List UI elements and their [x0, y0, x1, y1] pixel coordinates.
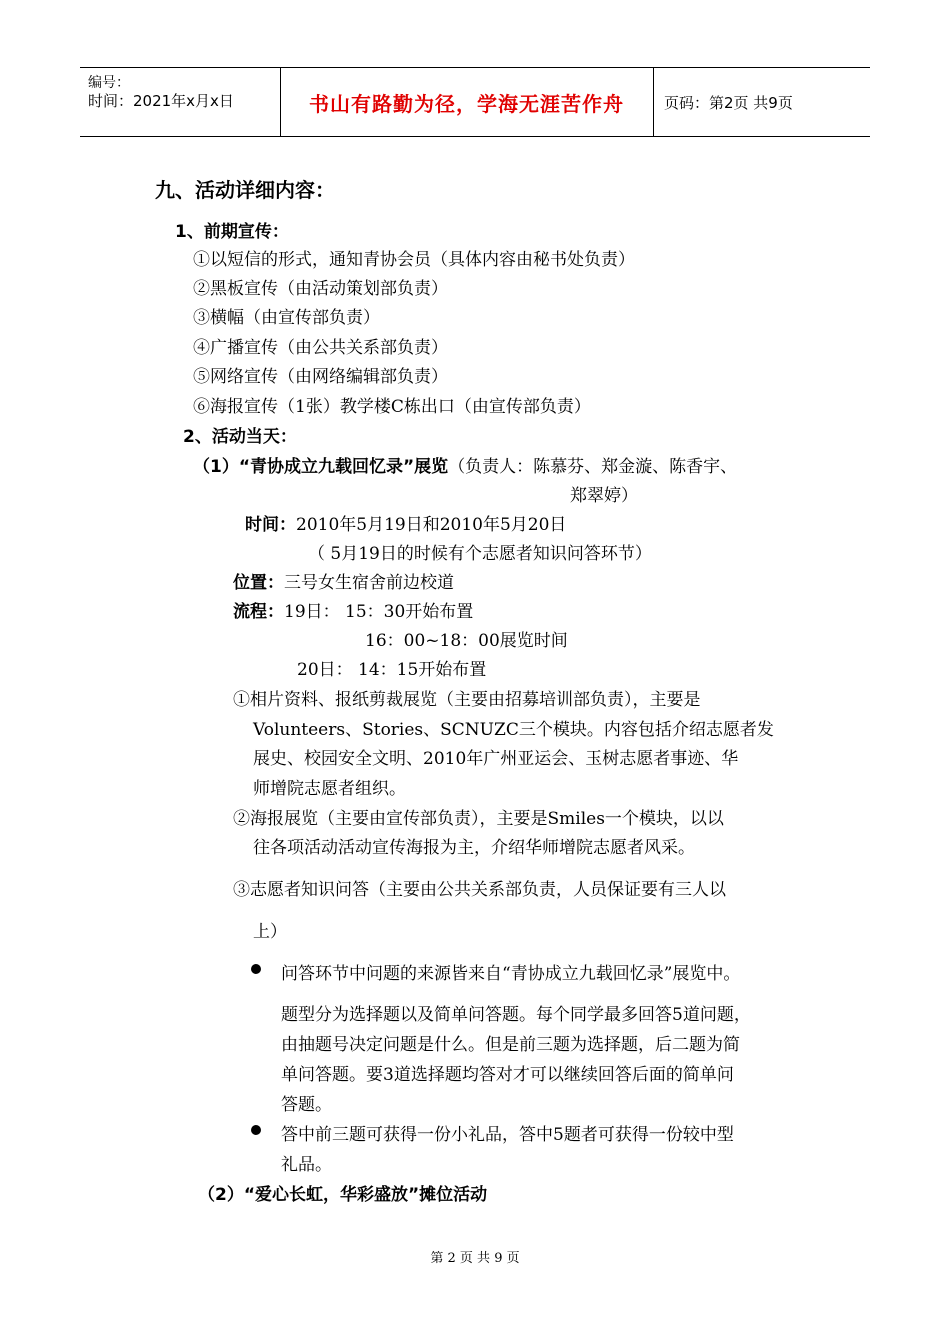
flow-day-19: 19日： 15：30开始布置 [284, 602, 474, 622]
time-label: 时间：2021年x月x日 [88, 92, 234, 110]
place-value: 三号女生宿舍前边校道 [284, 573, 454, 593]
bullet1-line-2: 题型分为选择题以及简单问答题。每个同学最多回答5道问题， [281, 1005, 751, 1025]
flow-exhibit-time: 16：00~18：00展览时间 [365, 631, 568, 651]
bullet1-line-4: 单问答题。要3道选择题均答对才可以继续回答后面的简单问 [281, 1065, 734, 1085]
time-value: 2010年5月19日和2010年5月20日 [296, 515, 567, 535]
exhibit-leaders: （负责人：陈慕芬、郑金漩、陈香宇、 [448, 457, 738, 477]
item2-line-1: ②海报展览（主要由宣传部负责），主要是Smiles一个模块，以以 [233, 809, 724, 829]
place-label: 位置： [233, 573, 284, 593]
booth-activity-title: （2）“爱心长虹，华彩盛放”摊位活动 [198, 1185, 488, 1205]
pre-item-1: ①以短信的形式，通知青协会员（具体内容由秘书处负责） [193, 250, 635, 270]
header-motto: 书山有路勤为径，学海无涯苦作舟 [280, 68, 654, 136]
pre-item-3: ③横幅（由宣传部负责） [193, 308, 380, 328]
bullet1-line-3: 由抽题号决定问题是什么。但是前三题为选择题，后二题为简 [281, 1035, 740, 1055]
item1-line-4: 师增院志愿者组织。 [253, 779, 406, 799]
bullet-dot-1 [251, 964, 261, 974]
flow-day-20: 20日： 14：15开始布置 [297, 660, 487, 680]
time-note: （ 5月19日的时候有个志愿者知识问答环节） [308, 544, 652, 564]
flow-row [233, 597, 473, 622]
number-label: 编号： [88, 75, 130, 91]
bullet-dot-2 [251, 1125, 261, 1135]
pre-item-4: ④广播宣传（由公共关系部负责） [193, 338, 448, 358]
item3-line-1: ③志愿者知识问答（主要由公共关系部负责，人员保证要有三人以 [233, 880, 726, 900]
flow-label: 流程： [233, 602, 284, 622]
place-row [233, 568, 454, 593]
item3-line-2: 上） [253, 922, 287, 942]
item2-line-2: 往各项活动活动宣传海报为主，介绍华师增院志愿者风采。 [253, 838, 695, 858]
time-row [245, 510, 566, 535]
bullet1-line-5: 答题。 [281, 1095, 332, 1115]
item1-line-3: 展史、校园安全文明、2010年广州亚运会、玉树志愿者事迹、华 [253, 749, 739, 769]
time-label: 时间： [245, 515, 296, 535]
header-info-cell [80, 68, 281, 136]
pre-item-2: ②黑板宣传（由活动策划部负责） [193, 279, 448, 299]
bullet2-line-1: 答中前三题可获得一份小礼品，答中5题者可获得一份较中型 [281, 1125, 734, 1145]
bullet2-line-2: 礼品。 [281, 1155, 332, 1175]
item1-line-2: Volunteers、Stories、SCNUZC三个模块。内容包括介绍志愿者发 [253, 720, 774, 740]
pre-publicity-title: 1、前期宣传： [175, 222, 289, 242]
pre-item-5: ⑤网络宣传（由网络编辑部负责） [193, 367, 448, 387]
pre-item-6: ⑥海报宣传（1张）教学楼C栋出口（由宣传部负责） [193, 397, 591, 417]
exhibit-heading [193, 452, 737, 477]
document-header [80, 67, 870, 137]
exhibit-title: （1）“青协成立九载回忆录”展览 [193, 457, 449, 477]
item1-line-1: ①相片资料、报纸剪裁展览（主要由招募培训部负责），主要是 [233, 690, 701, 710]
section-title: 九、活动详细内容： [155, 178, 335, 202]
page-footer: 第 2 页 共 9 页 [430, 1251, 520, 1266]
bullet1-line-1: 问答环节中问题的来源皆来自“青协成立九载回忆录”展览中。 [281, 964, 741, 984]
event-day-title: 2、活动当天： [183, 427, 297, 447]
header-page-label: 页码：第2页 共9页 [664, 93, 793, 112]
exhibit-leaders-cont: 郑翠婷） [570, 486, 638, 506]
